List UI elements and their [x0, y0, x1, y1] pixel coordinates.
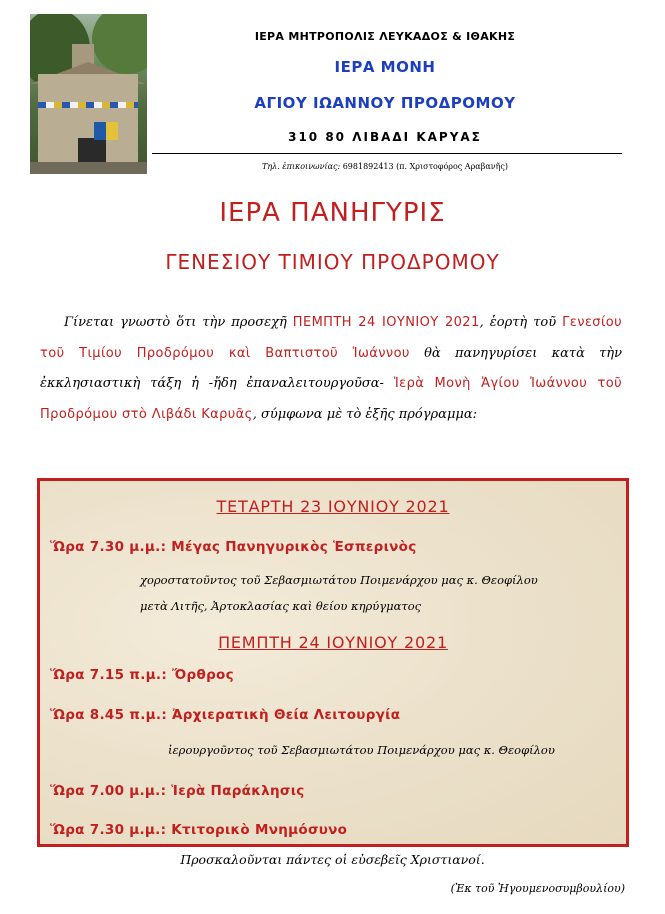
intro-text: θὰ πανηγυρίσει κατὰ τὴν ἐκκλησιαστικὴ τάξη ἡ -ἤδη ἐπαναλειτουργοῦσα- [40, 345, 622, 391]
contact-label: Τηλ. ἐπικοινωνίας: [262, 162, 341, 171]
intro-text: , ἑορτὴ τοῦ [479, 315, 563, 330]
intro-date: ΠΕΜΠΤΗ 24 ΙΟΥΝΙΟΥ 2021 [292, 315, 480, 330]
metropolis-name: ΙΕΡΑ ΜΗΤΡΟΠΟΛΙΣ ΛΕΥΚΑΔΟΣ & ΙΘΑΚΗΣ [254, 30, 516, 43]
contact-line [150, 162, 620, 171]
day1-event1-detail: χοροστατοῦντος τοῦ Σεβασμιωτάτου Ποιμενάρχου μας κ. Θεοφίλου [140, 573, 538, 587]
intro-paragraph [40, 308, 622, 430]
day2-event2-detail: ἱερουργοῦντος τοῦ Σεβασμιωτάτου Ποιμενάρχου μας κ. Θεοφίλου [168, 743, 555, 757]
day2-heading: ΠΕΜΠΤΗ 24 ΙΟΥΝΙΟΥ 2021 [218, 633, 448, 652]
day2-event3: Ὥρα 7.00 μ.μ.: Ἱερὰ Παράκλησις [50, 783, 305, 799]
day2-event1: Ὥρα 7.15 π.μ.: Ὄρθρος [50, 667, 234, 683]
header-divider [152, 153, 622, 154]
day1-heading: ΤΕΤΑΡΤΗ 23 ΙΟΥΝΙΟΥ 2021 [216, 497, 450, 516]
contact-value: 6981892413 (π. Χριστοφόρος Αραβανῆς) [342, 162, 508, 171]
day1-event1-detail: μετὰ Λιτῆς, Ἀρτοκλασίας καὶ θείου κηρύγματος [140, 599, 422, 613]
church-photo [30, 14, 147, 174]
monastery-name: ΑΓΙΟΥ ΙΩΑΝΝΟΥ ΠΡΟΔΡΟΜΟΥ [254, 94, 516, 112]
intro-text: Γίνεται γνωστὸ ὅτι τὴν προσεχῆ [64, 315, 293, 330]
intro-text: , σύμφωνα μὲ τὸ ἑξῆς πρόγραμμα: [252, 406, 478, 422]
program-box [37, 478, 629, 847]
flag-blue [94, 122, 106, 140]
intro-monastery: Ἱερὰ Μονὴ Ἁγίου Ἰωάννου τοῦ Προδρόμου στὸ Λιβάδι Καρυᾶς [40, 376, 622, 422]
invitation: Προσκαλοῦνται πάντες οἱ εὐσεβεῖς Χριστιανοί. [180, 852, 485, 867]
day2-event4: Ὥρα 7.30 μ.μ.: Κτιτορικὸ Μνημόσυνο [50, 822, 348, 838]
signature: (Ἐκ τοῦ Ἡγουμενοσυμβουλίου) [450, 882, 625, 895]
intro-feast: Γενεσίου τοῦ Τιμίου Προδρόμου καὶ Βαπτιστοῦ Ἰωάννου [40, 315, 623, 361]
monastery-label: ΙΕΡΑ ΜΟΝΗ [334, 58, 436, 76]
day1-event1: Ὥρα 7.30 μ.μ.: Μέγας Πανηγυρικὸς Ἑσπερινὸς [50, 539, 417, 555]
flag-yellow [106, 122, 118, 140]
day2-event2: Ὥρα 8.45 π.μ.: Ἀρχιερατικὴ Θεία Λειτουργία [50, 707, 401, 723]
main-title: ΙΕΡΑ ΠΑΝΗΓΥΡΙΣ [219, 198, 446, 228]
address: 310 80 ΛΙΒΑΔΙ ΚΑΡΥΑΣ [288, 130, 482, 144]
flag-bunting [38, 102, 138, 108]
ground [30, 162, 147, 174]
sub-title: ΓΕΝΕΣΙΟΥ ΤΙΜΙΟΥ ΠΡΟΔΡΟΜΟΥ [165, 250, 500, 274]
